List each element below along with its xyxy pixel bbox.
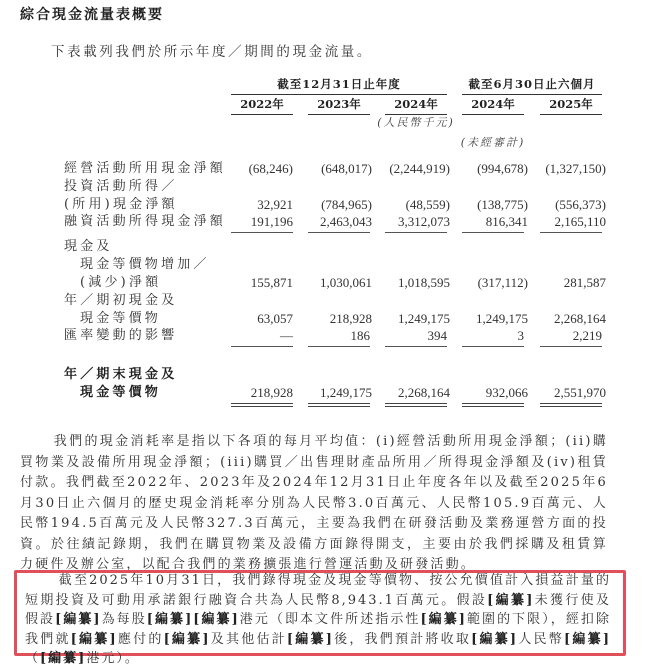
cell: (2,244,919) [389, 161, 450, 176]
subtotal-rule [231, 346, 293, 347]
redacted-placeholder: [編纂] [70, 631, 118, 647]
highlighted-paragraph [25, 571, 611, 669]
cell: 1,249,175 [476, 311, 528, 326]
paragraph-text: 後，我們預計將收取 [333, 631, 472, 647]
paragraph-text: 應付的 [117, 631, 164, 647]
cell: 932,066 [485, 385, 528, 400]
redacted-placeholder: [編纂] [471, 631, 519, 647]
column-header-2023: 2023年 [308, 96, 370, 115]
row-label-investing-line1: 投資活動所得／ [64, 179, 178, 194]
unaudited-note: (未經審計) [460, 136, 526, 149]
cell: 3 [517, 328, 524, 343]
total-double-rule [385, 403, 447, 407]
row-label-fx-effect: 匯率變動的影響 [64, 328, 178, 343]
subtotal-rule [308, 346, 370, 347]
cell: 1,030,061 [320, 275, 372, 290]
cell: 2,268,164 [554, 311, 606, 326]
redacted-placeholder: [編纂] [286, 631, 334, 647]
intro-text: 下表載列我們於所示年度／期間的現金流量。 [51, 44, 373, 60]
subtotal-rule [462, 232, 524, 233]
subtotal-rule [231, 232, 293, 233]
cell: (784,965) [321, 197, 372, 212]
paragraph-text: 港元（即本文件所述指示性 [239, 612, 421, 627]
cell: 155,871 [250, 275, 293, 290]
paragraph-text: 港元）。 [86, 651, 140, 666]
cell: (138,775) [477, 197, 528, 212]
cell: 394 [427, 328, 447, 343]
cell: 2,463,043 [320, 214, 372, 229]
cell: 1,249,175 [398, 311, 450, 326]
cell: (317,112) [477, 275, 528, 290]
cell: 186 [350, 328, 370, 343]
paragraph-text: （ [25, 651, 41, 666]
paragraph-text: 截至2025年10月31日，我們錄得現金及現金等價物、按公允價值計入損益計量的短期投資及可動用承諾銀行融資合共為人民幣8,943.1百萬元。假設 [25, 573, 611, 608]
cell: 218,928 [329, 311, 372, 326]
cell: 3,312,073 [398, 214, 450, 229]
cell: (1,327,150) [545, 161, 606, 176]
total-double-rule [308, 403, 370, 407]
cell: (48,559) [405, 197, 450, 212]
cell: 2,268,164 [398, 385, 450, 400]
column-header-2022: 2022年 [231, 96, 293, 115]
row-label-net-change-line1: 現金及 [64, 239, 113, 254]
cell: — [280, 328, 293, 343]
redacted-placeholder: [編纂][編纂] [146, 612, 240, 627]
group-header-fiscal-year: 截至12月31日止年度 [231, 76, 447, 95]
row-label-ending-cash-line2: 現金等價物 [80, 385, 162, 400]
column-header-2024-h1: 2024年 [462, 96, 524, 115]
cell: 281,587 [563, 275, 606, 290]
cell: 1,249,175 [320, 385, 372, 400]
redacted-placeholder: [編纂] [40, 651, 87, 666]
row-label-net-change-line3: (減少)淨額 [80, 275, 162, 290]
cell: (994,678) [477, 161, 528, 176]
cell: 32,921 [257, 197, 293, 212]
paragraph-text: 及其他估計 [210, 631, 287, 647]
cell: 63,057 [257, 311, 293, 326]
total-double-rule [231, 403, 293, 407]
paragraph-text: 未獲行使及假設 [25, 592, 611, 627]
cell: 191,196 [250, 214, 293, 229]
cell: 2,551,970 [554, 385, 606, 400]
redacted-placeholder: [編纂] [55, 612, 102, 627]
redacted-placeholder: [編纂] [487, 592, 535, 608]
subtotal-rule [540, 346, 602, 347]
subtotal-rule [385, 346, 447, 347]
cell: 218,928 [250, 385, 293, 400]
total-double-rule [540, 403, 602, 407]
row-label-ending-cash-line1: 年／期末現金及 [64, 367, 178, 382]
burn-rate-paragraph: 我們的現金消耗率是指以下各項的每月平均值：(i)經營活動所用現金淨額；(ii)購買物業及設備所用現金淨額；(iii)購買／出售理財產品所用／所得現金淨額及(iv)租賃付款。我們截至2022年、2023年及2024年12月31日止年度各年以及截至2025年6月30日止六個月的歷史現金消耗率分別為人民幣3.0百萬元、人民幣105.9百萬元、人民幣194.5百萬元及人民幣327.3百萬元，主要為我們在研發活動及業務運營方面的投資。於往績記錄期，我們在購買物業及設備方面錄得開支，主要由於我們採購及租賃算力硬件及辦公室，以配合我們的業務擴張進行營運活動及研發活動。 [20, 434, 608, 572]
cell: 816,341 [485, 214, 528, 229]
total-double-rule [462, 403, 524, 407]
paragraph-text: 為每股 [101, 612, 147, 627]
paragraph-text: 範圍的下限），經扣除我們就 [25, 612, 611, 647]
cell: (556,373) [555, 197, 606, 212]
redacted-placeholder: [編纂] [420, 612, 467, 627]
subtotal-rule [308, 232, 370, 233]
row-label-beginning-cash-line1: 年／期初現金及 [64, 293, 178, 308]
section-title: 綜合現金流量表概要 [20, 7, 164, 23]
redacted-placeholder: [編纂] [163, 631, 211, 647]
paragraph-text: 人民幣 [518, 631, 564, 647]
row-label-financing: 融資活動所得現金淨額 [64, 214, 227, 229]
column-header-2024: 2024年 [385, 96, 447, 115]
cell: 2,219 [572, 328, 602, 343]
row-label-operating: 經營活動所用現金淨額 [64, 161, 227, 176]
subtotal-rule [540, 232, 602, 233]
subtotal-rule [462, 346, 524, 347]
unit-note: (人民幣千元) [377, 116, 455, 129]
row-label-investing-line2: (所用)現金淨額 [64, 197, 178, 212]
row-label-net-change-line2: 現金等價物增加／ [80, 257, 210, 272]
cell: 1,018,595 [398, 275, 450, 290]
redacted-placeholder: [編纂] [564, 631, 611, 647]
cell: 2,165,110 [554, 214, 606, 229]
cell: (648,017) [321, 161, 372, 176]
cell: (68,246) [248, 161, 293, 176]
column-header-2025-h1: 2025年 [540, 96, 602, 115]
group-header-six-months: 截至6月30日止六個月 [462, 76, 602, 95]
row-label-beginning-cash-line2: 現金等價物 [80, 311, 162, 326]
subtotal-rule [385, 232, 447, 233]
